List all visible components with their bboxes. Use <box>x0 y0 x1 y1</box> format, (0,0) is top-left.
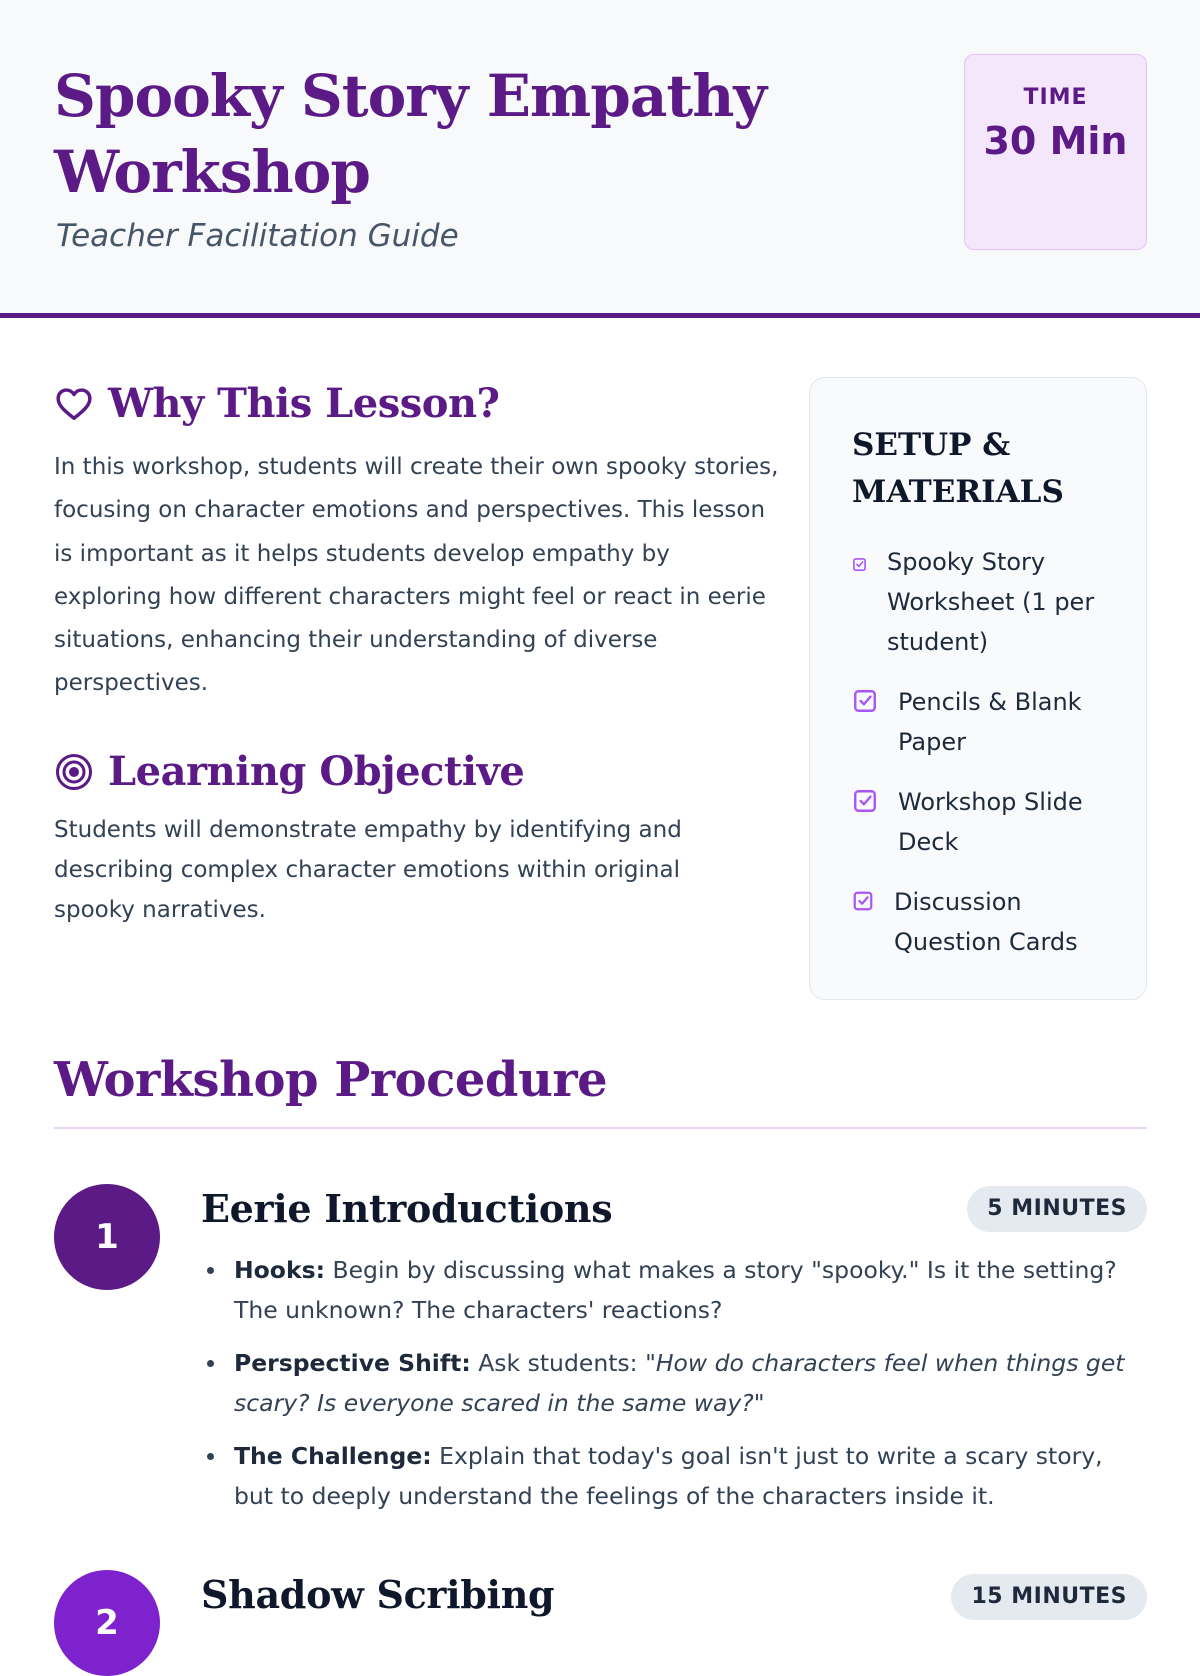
checkbox-checked-icon <box>852 788 878 818</box>
target-icon <box>54 752 94 792</box>
material-label: Pencils & Blank Paper <box>898 688 1082 756</box>
heart-icon <box>54 384 94 424</box>
step-duration-badge: 5 MINUTES <box>967 1186 1147 1232</box>
material-item <box>852 882 1104 962</box>
bullet-lead: Perspective Shift: <box>234 1349 471 1377</box>
material-item <box>852 682 1108 762</box>
bullet-lead: Hooks: <box>234 1256 325 1284</box>
setup-materials-card <box>809 377 1147 1000</box>
page-subtitle: Teacher Facilitation Guide <box>56 218 459 254</box>
procedure-divider <box>54 1127 1147 1129</box>
list-item <box>201 1250 1147 1330</box>
objective-body: Students will demonstrate empathy by identifying and describing complex character emotions within original spooky narratives. <box>54 817 682 923</box>
bullet-text: Ask students: <box>470 1349 646 1377</box>
objective-heading: Learning Objective <box>108 748 525 795</box>
checkbox-checked-icon <box>852 557 867 576</box>
material-item <box>852 542 1107 662</box>
step-number-badge: 1 <box>54 1184 160 1290</box>
why-section-header <box>54 380 499 427</box>
setup-title: SETUP & MATERIALS <box>852 427 1064 510</box>
bullet-text: Explain that today's goal isn't just to write a scary story, but to deeply understand the feelings of the characters inside it. <box>234 1442 1103 1510</box>
material-label: Discussion Question Cards <box>894 888 1078 956</box>
why-body: In this workshop, students will create their own spooky stories, focusing on character emotions and perspectives. This lesson is important as it helps students develop empathy by exploring how different characters might feel or react in eerie situations, enhancing their understanding of diverse perspectives. <box>54 454 779 697</box>
list-item <box>201 1436 1147 1516</box>
step-number-badge: 2 <box>54 1570 160 1676</box>
step-bullet-list <box>201 1250 1147 1529</box>
material-item <box>852 782 1108 862</box>
page-header <box>0 0 1200 318</box>
why-heading: Why This Lesson? <box>108 380 500 427</box>
bullet-text: Begin by discussing what makes a story "spooky." Is it the setting? The unknown? The characters' reactions? <box>234 1256 1117 1324</box>
checkbox-checked-icon <box>852 890 874 916</box>
time-card <box>964 54 1147 250</box>
list-item <box>201 1343 1147 1423</box>
material-label: Workshop Slide Deck <box>898 788 1083 856</box>
step-duration-badge: 15 MINUTES <box>951 1574 1147 1620</box>
page-title: Spooky Story Empathy Workshop <box>54 62 767 206</box>
step-title: Shadow Scribing <box>201 1572 555 1617</box>
objective-section-header <box>54 748 524 795</box>
procedure-title: Workshop Procedure <box>54 1052 608 1108</box>
bullet-lead: The Challenge: <box>234 1442 432 1470</box>
material-label: Spooky Story Worksheet (1 per student) <box>887 548 1095 656</box>
checkbox-checked-icon <box>852 688 878 718</box>
bullet-quote: "How do characters feel when things get scary? Is everyone scared in the same way?" <box>234 1349 1125 1417</box>
time-label: TIME <box>1023 85 1088 110</box>
step-title: Eerie Introductions <box>201 1186 613 1231</box>
time-value: 30 Min <box>983 119 1128 163</box>
